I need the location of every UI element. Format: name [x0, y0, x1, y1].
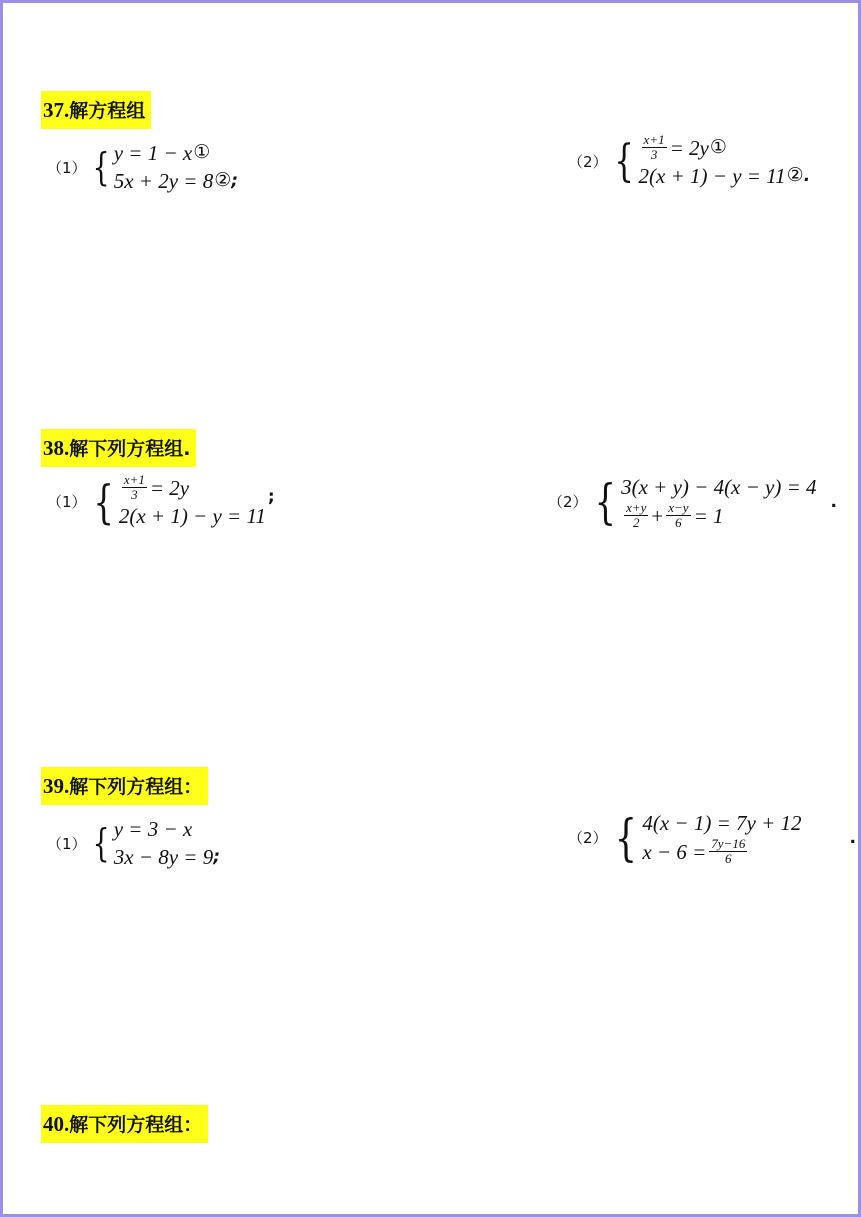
section-title: 解下列方程组： [69, 776, 203, 798]
section-number: 38. [43, 436, 70, 460]
problem-label: （2） [568, 829, 608, 847]
left-brace: { [594, 473, 616, 530]
end-punctuation: ; [267, 486, 275, 507]
circled-marker: ② [214, 170, 232, 191]
section-title: 解下列方程组. [69, 438, 191, 460]
problem-label: （2） [568, 153, 608, 171]
equation-system [114, 815, 220, 871]
problem-label: （1） [47, 158, 87, 177]
section-number: 40. [43, 1112, 70, 1136]
problem-label: （2） [548, 493, 588, 511]
left-brace: { [92, 474, 114, 529]
circled-marker: ② [786, 165, 804, 186]
section-heading-37 [41, 91, 151, 129]
section-heading-39 [41, 767, 208, 805]
equation-system [119, 473, 266, 530]
equation-system [114, 139, 238, 195]
fraction: $\frac{x+1}{3}$ [123, 472, 145, 502]
circled-marker: ① [709, 136, 727, 158]
left-brace: { [614, 808, 637, 867]
left-brace: { [92, 821, 110, 865]
end-punctuation: . [830, 491, 838, 512]
problem-37-1 [47, 139, 238, 195]
section-title: 解方程组 [69, 100, 146, 122]
fraction: $\frac{7y-16}{6}$ [711, 836, 746, 866]
equation-2: $\frac{x+y}{2}$ + $\frac{x-y}{6}$ = 1 [626, 500, 724, 530]
circled-marker: ① [193, 142, 211, 163]
end-punctuation: . [803, 166, 811, 186]
equation-2: 5x + 2y = 8 ② ; [113, 169, 239, 193]
end-punctuation: . [849, 827, 856, 848]
equation-1: 3(x + y) − 4(x − y) = 4 [621, 475, 817, 499]
equation-2: x − 6 = $\frac{7y-16}{6}$ [642, 836, 746, 866]
problem-39-1 [47, 815, 220, 871]
equation-system [642, 809, 801, 866]
section-heading-40 [41, 1105, 208, 1143]
equation-1: y = 3 − x [113, 817, 193, 841]
problem-39-2 [568, 809, 856, 866]
fraction: $\frac{x+1}{3}$ [643, 132, 665, 162]
section-number: 39. [43, 774, 70, 798]
problem-37-2 [568, 133, 810, 190]
equation-system [621, 473, 816, 530]
problem-38-1 [47, 473, 275, 530]
equation-2: 2(x + 1) − y = 11 [118, 504, 266, 528]
end-punctuation: ; [231, 171, 239, 191]
equation-2: 3x − 8y = 9 ; [113, 845, 221, 869]
equation-1: y = 1 − x ① [113, 141, 211, 165]
end-punctuation: ; [213, 847, 221, 867]
equation-system [639, 133, 811, 190]
left-brace: { [92, 145, 110, 189]
equation-1: $\frac{x+1}{3}$ = 2y ① [643, 132, 727, 162]
fraction: $\frac{x+y}{2}$ [626, 500, 647, 530]
equation-1: 4(x − 1) = 7y + 12 [642, 811, 802, 835]
equation-2: 2(x + 1) − y = 11 ② . [638, 164, 811, 188]
equation-1: $\frac{x+1}{3}$ = 2y [123, 472, 190, 502]
problem-38-2 [548, 473, 837, 530]
section-title: 解下列方程组： [69, 1114, 203, 1136]
section-heading-38 [41, 429, 196, 467]
fraction: $\frac{x-y}{6}$ [668, 500, 689, 530]
section-number: 37. [43, 98, 70, 122]
left-brace: { [613, 135, 634, 187]
problem-label: （1） [47, 834, 87, 853]
problem-label: （1） [47, 493, 87, 511]
